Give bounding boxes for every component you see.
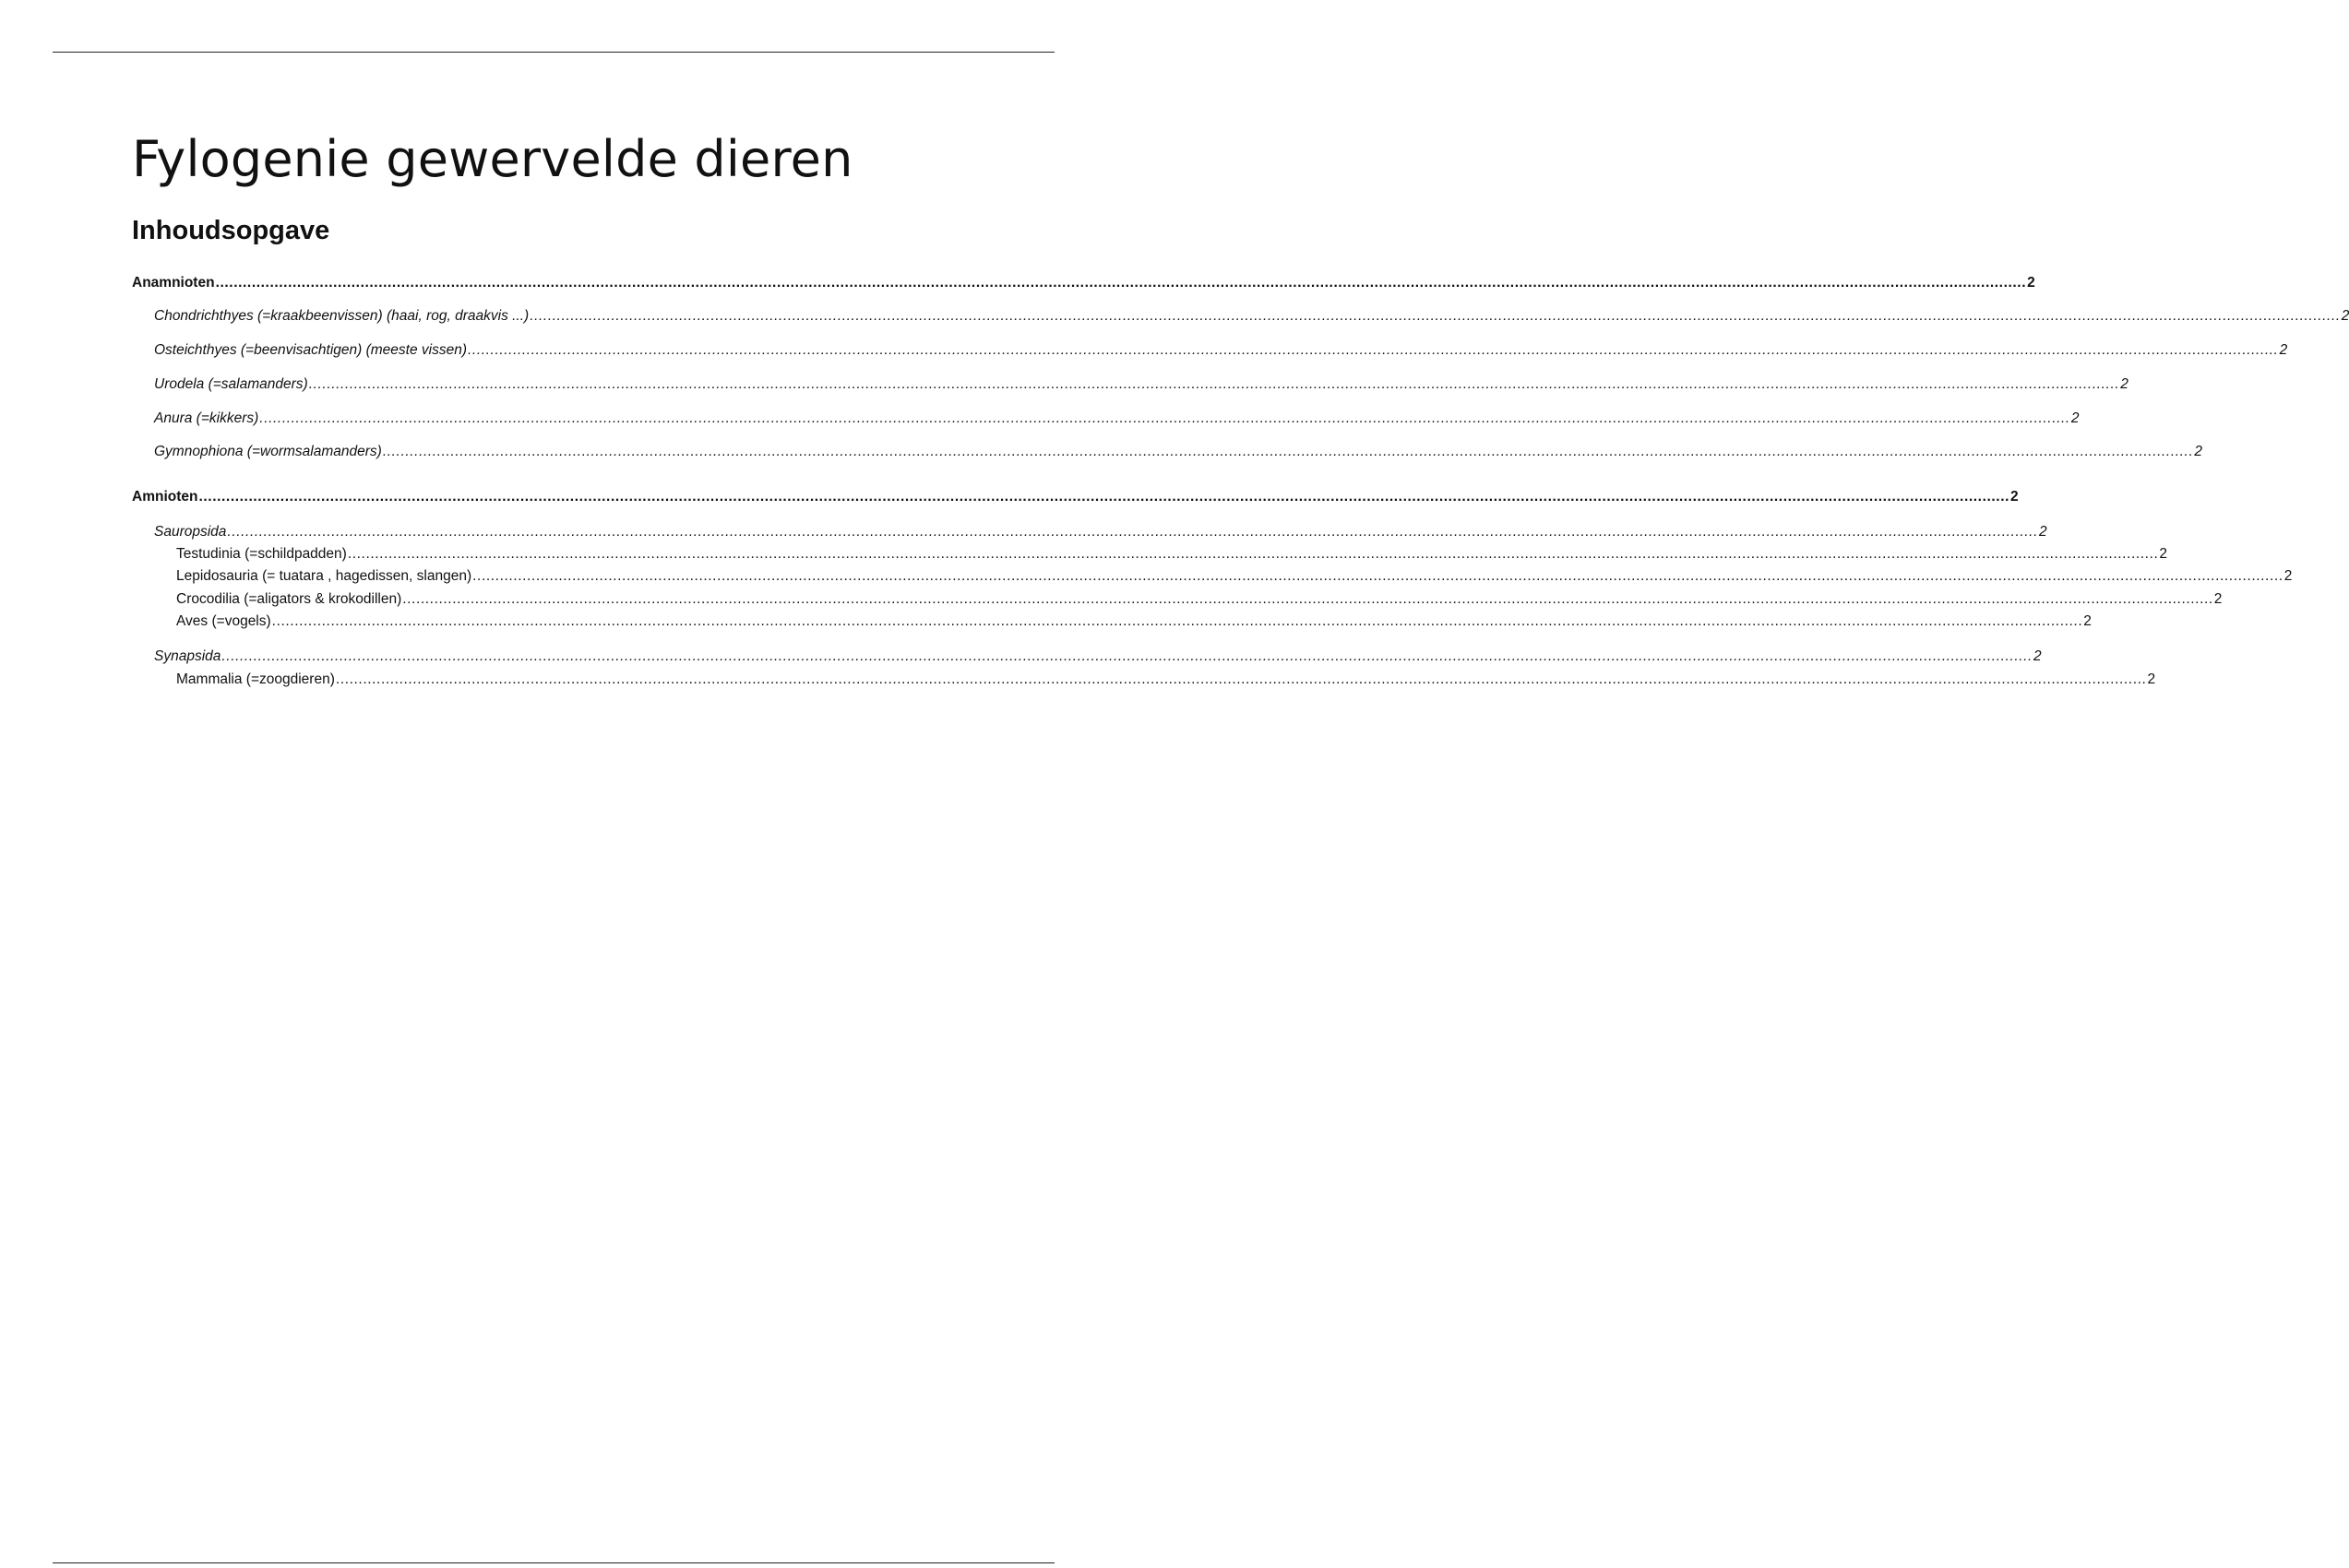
toc-entry-anamnioten[interactable] <box>132 273 2035 293</box>
toc-dot-leader: ................................................................................................................................................................................................................................................................................................................................................................................................................ <box>259 410 2070 426</box>
toc-entry-label: Gymnophiona (=wormsalamanders) <box>154 444 382 459</box>
toc-page-number: 2 <box>2033 648 2042 664</box>
toc-entry-label: Aves (=vogels) <box>176 613 271 629</box>
toc-entry-chondrichthyes[interactable] <box>154 306 2349 327</box>
toc-dot-leader: ................................................................................................................................................................................................................................................................................................................................................................................................................ <box>382 444 2194 459</box>
toc-dot-leader: ................................................................................................................................................................................................................................................................................................................................................................................................................ <box>227 524 2038 540</box>
toc-entry-sauropsida[interactable] <box>154 522 2047 542</box>
document-title: Fylogenie gewervelde dieren <box>132 130 853 188</box>
toc-entry-label: Amnioten <box>132 489 198 505</box>
toc-entry-label: Lepidosauria (= tuatara , hagedissen, slangen) <box>176 568 472 584</box>
toc-entry-label: Osteichthyes (=beenvisachtigen) (meeste vissen) <box>154 342 468 358</box>
toc-dot-leader: ................................................................................................................................................................................................................................................................................................................................................................................................................ <box>271 613 2083 629</box>
toc-entry-label: Testudinia (=schildpadden) <box>176 546 347 562</box>
toc-entry-testudinia[interactable] <box>176 544 2168 564</box>
toc-page-number: 2 <box>2279 342 2288 358</box>
toc-entry-label: Crocodilia (=aligators & krokodillen) <box>176 591 402 607</box>
toc-dot-leader: ................................................................................................................................................................................................................................................................................................................................................................................................................ <box>347 546 2159 562</box>
toc-entry-amnioten[interactable] <box>132 487 2019 507</box>
toc-dot-leader: ................................................................................................................................................................................................................................................................................................................................................................................................................ <box>215 275 2027 291</box>
toc-entry-aves[interactable] <box>176 612 2092 632</box>
toc-entry-label: Synapsida <box>154 648 221 664</box>
toc-entry-lepidosauria[interactable] <box>176 566 2293 587</box>
toc-entry-crocodilia[interactable] <box>176 589 2223 610</box>
toc-dot-leader: ................................................................................................................................................................................................................................................................................................................................................................................................................ <box>198 489 2010 505</box>
toc-page-number: 2 <box>2341 308 2349 324</box>
toc-entry-label: Anura (=kikkers) <box>154 410 259 426</box>
toc-entry-label: Sauropsida <box>154 524 227 540</box>
footer-rule <box>53 1562 1055 1563</box>
toc-entry-anura[interactable] <box>154 409 2080 429</box>
toc-dot-leader: ................................................................................................................................................................................................................................................................................................................................................................................................................ <box>308 376 2120 392</box>
toc-dot-leader: ................................................................................................................................................................................................................................................................................................................................................................................................................ <box>530 308 2341 324</box>
toc-heading: Inhoudsopgave <box>132 216 330 245</box>
toc-dot-leader: ................................................................................................................................................................................................................................................................................................................................................................................................................ <box>221 648 2033 664</box>
toc-dot-leader: ................................................................................................................................................................................................................................................................................................................................................................................................................ <box>468 342 2279 358</box>
toc-page-number: 2 <box>2027 275 2035 291</box>
toc-entry-mammalia[interactable] <box>176 670 2156 690</box>
toc-entry-urodela[interactable] <box>154 374 2128 395</box>
toc-page-number: 2 <box>2070 410 2080 426</box>
toc-entry-synapsida[interactable] <box>154 647 2042 667</box>
header-rule <box>53 52 1055 53</box>
toc-page-number: 2 <box>2213 591 2223 607</box>
toc-entry-label: Urodela (=salamanders) <box>154 376 308 392</box>
toc-page-number: 2 <box>2194 444 2202 459</box>
toc-entry-label: Chondrichthyes (=kraakbeenvissen) (haai, rog, draakvis ...) <box>154 308 530 324</box>
toc-entry-osteichthyes[interactable] <box>154 340 2288 361</box>
toc-dot-leader: ................................................................................................................................................................................................................................................................................................................................................................................................................ <box>402 591 2213 607</box>
toc-page-number: 2 <box>2010 489 2019 505</box>
toc-page-number: 2 <box>2147 671 2156 687</box>
toc-page-number: 2 <box>2283 568 2293 584</box>
toc-page-number: 2 <box>2120 376 2128 392</box>
toc-entry-gymnophiona[interactable] <box>154 442 2202 462</box>
toc-dot-leader: ................................................................................................................................................................................................................................................................................................................................................................................................................ <box>472 568 2283 584</box>
toc-entry-label: Anamnioten <box>132 275 215 291</box>
toc-dot-leader: ................................................................................................................................................................................................................................................................................................................................................................................................................ <box>335 671 2147 687</box>
toc-entry-label: Mammalia (=zoogdieren) <box>176 671 335 687</box>
toc-page-number: 2 <box>2083 613 2092 629</box>
toc-page-number: 2 <box>2159 546 2168 562</box>
toc-page-number: 2 <box>2038 524 2047 540</box>
